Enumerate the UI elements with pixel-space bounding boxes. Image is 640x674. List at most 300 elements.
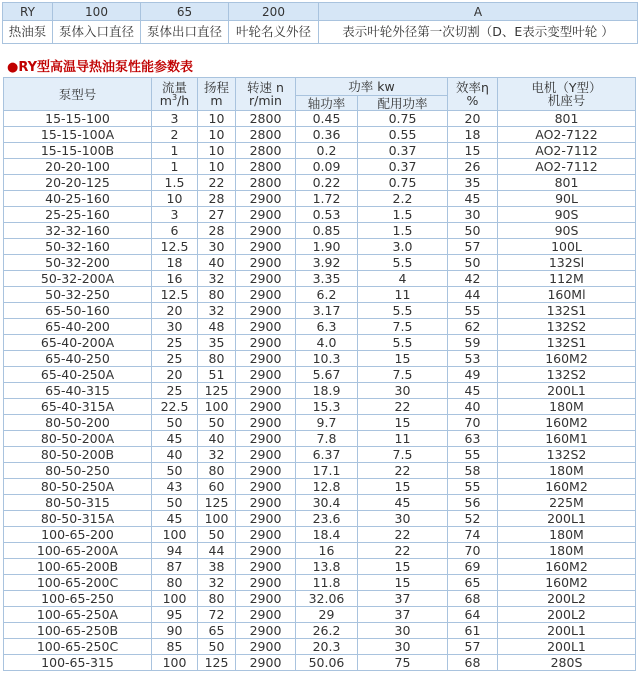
cell-head: 48 [198, 319, 236, 335]
cell-speed: 2900 [236, 319, 296, 335]
cell-efficiency: 30 [448, 207, 498, 223]
cell-model: 80-50-200 [4, 415, 152, 431]
meaning-outlet: 泵体出口直径 [141, 21, 229, 44]
cell-shaft-power: 1.90 [296, 239, 358, 255]
cell-shaft-power: 6.37 [296, 447, 358, 463]
cell-head: 40 [198, 255, 236, 271]
cell-speed: 2800 [236, 159, 296, 175]
cell-shaft-power: 29 [296, 607, 358, 623]
cell-shaft-power: 3.35 [296, 271, 358, 287]
table-row [4, 527, 636, 543]
meaning-impeller: 叶轮名义外径 [229, 21, 319, 44]
cell-flow: 50 [152, 463, 198, 479]
table-row [4, 591, 636, 607]
model-code-table [2, 2, 638, 44]
cell-matched-power: 1.5 [358, 207, 448, 223]
cell-model: 50-32-160 [4, 239, 152, 255]
cell-efficiency: 57 [448, 239, 498, 255]
cell-matched-power: 4 [358, 271, 448, 287]
cell-shaft-power: 7.8 [296, 431, 358, 447]
cell-shaft-power: 0.22 [296, 175, 358, 191]
cell-efficiency: 35 [448, 175, 498, 191]
cell-speed: 2900 [236, 607, 296, 623]
cell-flow: 45 [152, 511, 198, 527]
cell-head: 44 [198, 543, 236, 559]
cell-motor: 160M2 [498, 479, 636, 495]
header-motor: 电机（Y型） 机座号 [498, 78, 636, 111]
cell-head: 38 [198, 559, 236, 575]
cell-flow: 40 [152, 447, 198, 463]
table-row [4, 415, 636, 431]
cell-model: 15-15-100A [4, 127, 152, 143]
cell-motor: AO2-7122 [498, 127, 636, 143]
cell-model: 100-65-315 [4, 655, 152, 671]
cell-model: 100-65-200 [4, 527, 152, 543]
cell-head: 28 [198, 223, 236, 239]
cell-efficiency: 52 [448, 511, 498, 527]
table-row [4, 543, 636, 559]
header-head: 扬程 m [198, 78, 236, 111]
cell-motor: 180M [498, 399, 636, 415]
cell-matched-power: 15 [358, 575, 448, 591]
cell-motor: 180M [498, 463, 636, 479]
cell-motor: 112M [498, 271, 636, 287]
cell-model: 80-50-315A [4, 511, 152, 527]
cell-model: 65-40-250A [4, 367, 152, 383]
cell-motor: 200L1 [498, 639, 636, 655]
cell-efficiency: 55 [448, 447, 498, 463]
cell-shaft-power: 6.2 [296, 287, 358, 303]
cell-head: 32 [198, 271, 236, 287]
cell-matched-power: 5.5 [358, 335, 448, 351]
cell-head: 60 [198, 479, 236, 495]
table-row [4, 607, 636, 623]
cell-shaft-power: 9.7 [296, 415, 358, 431]
model-code-row [3, 3, 638, 21]
cell-shaft-power: 0.09 [296, 159, 358, 175]
cell-efficiency: 68 [448, 591, 498, 607]
cell-head: 125 [198, 655, 236, 671]
header-efficiency: 效率η % [448, 78, 498, 111]
table-row [4, 447, 636, 463]
cell-efficiency: 70 [448, 543, 498, 559]
cell-motor: 801 [498, 175, 636, 191]
table-row [4, 127, 636, 143]
cell-efficiency: 68 [448, 655, 498, 671]
cell-speed: 2900 [236, 495, 296, 511]
cell-efficiency: 18 [448, 127, 498, 143]
header-model: 泵型号 [4, 78, 152, 111]
cell-efficiency: 45 [448, 191, 498, 207]
cell-flow: 50 [152, 495, 198, 511]
cell-matched-power: 22 [358, 463, 448, 479]
cell-speed: 2800 [236, 127, 296, 143]
cell-model: 65-50-160 [4, 303, 152, 319]
cell-motor: 225M [498, 495, 636, 511]
header-flow: 流量 $m^3/h$ [152, 78, 198, 111]
cell-head: 10 [198, 159, 236, 175]
cell-head: 100 [198, 511, 236, 527]
cell-head: 80 [198, 591, 236, 607]
cell-flow: 87 [152, 559, 198, 575]
cell-speed: 2900 [236, 351, 296, 367]
cell-motor: 160M2 [498, 415, 636, 431]
cell-motor: 90L [498, 191, 636, 207]
cell-efficiency: 26 [448, 159, 498, 175]
cell-speed: 2900 [236, 255, 296, 271]
cell-efficiency: 65 [448, 575, 498, 591]
cell-flow: 20 [152, 303, 198, 319]
cell-head: 65 [198, 623, 236, 639]
cell-flow: 22.5 [152, 399, 198, 415]
cell-motor: 160M2 [498, 559, 636, 575]
cell-shaft-power: 30.4 [296, 495, 358, 511]
cell-head: 125 [198, 495, 236, 511]
cell-speed: 2900 [236, 223, 296, 239]
cell-model: 65-40-315A [4, 399, 152, 415]
cell-speed: 2900 [236, 655, 296, 671]
cell-matched-power: 1.5 [358, 223, 448, 239]
cell-model: 100-65-250 [4, 591, 152, 607]
cell-model: 80-50-315 [4, 495, 152, 511]
cell-efficiency: 63 [448, 431, 498, 447]
cell-shaft-power: 3.92 [296, 255, 358, 271]
cell-speed: 2900 [236, 399, 296, 415]
cell-efficiency: 62 [448, 319, 498, 335]
cell-motor: 160M2 [498, 575, 636, 591]
cell-efficiency: 53 [448, 351, 498, 367]
cell-speed: 2900 [236, 511, 296, 527]
cell-head: 80 [198, 463, 236, 479]
cell-speed: 2900 [236, 415, 296, 431]
cell-speed: 2900 [236, 191, 296, 207]
cell-matched-power: 5.5 [358, 303, 448, 319]
cell-head: 32 [198, 303, 236, 319]
cell-speed: 2800 [236, 143, 296, 159]
table-row [4, 399, 636, 415]
cell-matched-power: 30 [358, 383, 448, 399]
cell-speed: 2900 [236, 463, 296, 479]
cell-matched-power: 37 [358, 607, 448, 623]
cell-speed: 2900 [236, 287, 296, 303]
table-row [4, 175, 636, 191]
cell-model: 100-65-200C [4, 575, 152, 591]
cell-speed: 2900 [236, 271, 296, 287]
cell-model: 32-32-160 [4, 223, 152, 239]
cell-flow: 90 [152, 623, 198, 639]
table-row [4, 271, 636, 287]
cell-shaft-power: 26.2 [296, 623, 358, 639]
cell-shaft-power: 18.9 [296, 383, 358, 399]
code-cut: A [319, 3, 638, 21]
cell-flow: 12.5 [152, 239, 198, 255]
table-row [4, 639, 636, 655]
cell-motor: 801 [498, 111, 636, 127]
table-row [4, 207, 636, 223]
cell-speed: 2900 [236, 591, 296, 607]
cell-matched-power: 30 [358, 511, 448, 527]
cell-model: 80-50-250 [4, 463, 152, 479]
cell-matched-power: 15 [358, 559, 448, 575]
cell-efficiency: 40 [448, 399, 498, 415]
cell-model: 40-25-160 [4, 191, 152, 207]
cell-shaft-power: 15.3 [296, 399, 358, 415]
cell-motor: 90S [498, 223, 636, 239]
cell-shaft-power: 0.53 [296, 207, 358, 223]
table-row [4, 223, 636, 239]
cell-motor: 200L1 [498, 511, 636, 527]
cell-speed: 2900 [236, 575, 296, 591]
table-row [4, 383, 636, 399]
cell-model: 80-50-250A [4, 479, 152, 495]
table-row [4, 143, 636, 159]
cell-shaft-power: 32.06 [296, 591, 358, 607]
cell-motor: 132S1 [498, 335, 636, 351]
cell-head: 50 [198, 639, 236, 655]
cell-flow: 1.5 [152, 175, 198, 191]
meaning-inlet: 泵体入口直径 [53, 21, 141, 44]
table-row [4, 479, 636, 495]
model-meaning-row [3, 21, 638, 44]
cell-matched-power: 2.2 [358, 191, 448, 207]
cell-matched-power: 15 [358, 415, 448, 431]
code-series: RY [3, 3, 53, 21]
cell-efficiency: 64 [448, 607, 498, 623]
cell-head: 10 [198, 143, 236, 159]
cell-efficiency: 59 [448, 335, 498, 351]
table-row [4, 335, 636, 351]
cell-model: 15-15-100 [4, 111, 152, 127]
cell-matched-power: 7.5 [358, 319, 448, 335]
cell-speed: 2900 [236, 367, 296, 383]
cell-speed: 2900 [236, 639, 296, 655]
cell-efficiency: 61 [448, 623, 498, 639]
cell-efficiency: 55 [448, 479, 498, 495]
table-row [4, 575, 636, 591]
section-title-text: RY型高温导热油泵性能参数表 [18, 60, 194, 75]
table-row [4, 495, 636, 511]
cell-shaft-power: 5.67 [296, 367, 358, 383]
header-shaft-power: 轴功率 [296, 96, 358, 111]
cell-head: 80 [198, 287, 236, 303]
cell-efficiency: 45 [448, 383, 498, 399]
table-row [4, 287, 636, 303]
cell-head: 125 [198, 383, 236, 399]
cell-flow: 100 [152, 527, 198, 543]
cell-speed: 2900 [236, 207, 296, 223]
cell-head: 80 [198, 351, 236, 367]
table-row [4, 511, 636, 527]
table-row [4, 655, 636, 671]
cell-efficiency: 57 [448, 639, 498, 655]
cell-speed: 2900 [236, 335, 296, 351]
cell-model: 65-40-200A [4, 335, 152, 351]
cell-matched-power: 30 [358, 639, 448, 655]
cell-flow: 80 [152, 575, 198, 591]
cell-matched-power: 15 [358, 351, 448, 367]
code-inlet: 100 [53, 3, 141, 21]
cell-flow: 94 [152, 543, 198, 559]
cell-speed: 2900 [236, 431, 296, 447]
cell-model: 100-65-200B [4, 559, 152, 575]
table-row [4, 239, 636, 255]
cell-shaft-power: 16 [296, 543, 358, 559]
cell-motor: 160Ml [498, 287, 636, 303]
cell-model: 65-40-250 [4, 351, 152, 367]
cell-head: 40 [198, 431, 236, 447]
cell-head: 50 [198, 415, 236, 431]
cell-speed: 2900 [236, 479, 296, 495]
cell-head: 35 [198, 335, 236, 351]
cell-shaft-power: 6.3 [296, 319, 358, 335]
cell-matched-power: 0.55 [358, 127, 448, 143]
cell-flow: 10 [152, 191, 198, 207]
table-row [4, 559, 636, 575]
bullet-icon: ● [7, 60, 19, 75]
cell-matched-power: 0.75 [358, 111, 448, 127]
cell-model: 80-50-200B [4, 447, 152, 463]
cell-shaft-power: 11.8 [296, 575, 358, 591]
cell-motor: 160M1 [498, 431, 636, 447]
table-row [4, 255, 636, 271]
section-title [7, 60, 193, 75]
cell-head: 22 [198, 175, 236, 191]
cell-shaft-power: 1.72 [296, 191, 358, 207]
cell-shaft-power: 12.8 [296, 479, 358, 495]
cell-flow: 1 [152, 159, 198, 175]
cell-shaft-power: 0.85 [296, 223, 358, 239]
table-row [4, 351, 636, 367]
cell-head: 30 [198, 239, 236, 255]
cell-head: 100 [198, 399, 236, 415]
cell-matched-power: 30 [358, 623, 448, 639]
cell-flow: 30 [152, 319, 198, 335]
cell-shaft-power: 20.3 [296, 639, 358, 655]
cell-matched-power: 0.37 [358, 143, 448, 159]
cell-motor: 180M [498, 527, 636, 543]
cell-speed: 2900 [236, 623, 296, 639]
cell-matched-power: 22 [358, 527, 448, 543]
cell-efficiency: 70 [448, 415, 498, 431]
table-row [4, 159, 636, 175]
cell-speed: 2900 [236, 543, 296, 559]
table-row [4, 463, 636, 479]
cell-flow: 2 [152, 127, 198, 143]
cell-efficiency: 42 [448, 271, 498, 287]
cell-model: 100-65-250B [4, 623, 152, 639]
cell-motor: 132S2 [498, 319, 636, 335]
cell-model: 65-40-315 [4, 383, 152, 399]
cell-head: 50 [198, 527, 236, 543]
cell-motor: 132S2 [498, 367, 636, 383]
cell-motor: AO2-7112 [498, 159, 636, 175]
header-power-group: 功率 kw [296, 78, 448, 96]
cell-model: 25-25-160 [4, 207, 152, 223]
cell-model: 65-40-200 [4, 319, 152, 335]
cell-shaft-power: 18.4 [296, 527, 358, 543]
cell-efficiency: 69 [448, 559, 498, 575]
cell-flow: 25 [152, 351, 198, 367]
cell-model: 100-65-250C [4, 639, 152, 655]
cell-head: 10 [198, 127, 236, 143]
cell-shaft-power: 23.6 [296, 511, 358, 527]
cell-shaft-power: 13.8 [296, 559, 358, 575]
cell-efficiency: 56 [448, 495, 498, 511]
cell-flow: 50 [152, 415, 198, 431]
cell-speed: 2900 [236, 559, 296, 575]
cell-shaft-power: 17.1 [296, 463, 358, 479]
cell-motor: 90S [498, 207, 636, 223]
cell-efficiency: 55 [448, 303, 498, 319]
code-impeller: 200 [229, 3, 319, 21]
cell-motor: 132S2 [498, 447, 636, 463]
cell-speed: 2800 [236, 111, 296, 127]
cell-model: 80-50-200A [4, 431, 152, 447]
cell-motor: AO2-7112 [498, 143, 636, 159]
cell-model: 20-20-100 [4, 159, 152, 175]
cell-flow: 100 [152, 655, 198, 671]
cell-matched-power: 37 [358, 591, 448, 607]
cell-head: 51 [198, 367, 236, 383]
header-speed: 转速 n r/min [236, 78, 296, 111]
cell-efficiency: 49 [448, 367, 498, 383]
cell-motor: 200L2 [498, 591, 636, 607]
cell-efficiency: 74 [448, 527, 498, 543]
cell-efficiency: 58 [448, 463, 498, 479]
cell-matched-power: 5.5 [358, 255, 448, 271]
cell-model: 50-32-250 [4, 287, 152, 303]
table-row [4, 191, 636, 207]
cell-flow: 3 [152, 207, 198, 223]
cell-efficiency: 20 [448, 111, 498, 127]
cell-flow: 20 [152, 367, 198, 383]
cell-speed: 2900 [236, 303, 296, 319]
cell-model: 100-65-250A [4, 607, 152, 623]
cell-matched-power: 3.0 [358, 239, 448, 255]
cell-motor: 132Sl [498, 255, 636, 271]
cell-flow: 16 [152, 271, 198, 287]
cell-motor: 200L1 [498, 383, 636, 399]
cell-matched-power: 75 [358, 655, 448, 671]
cell-motor: 280S [498, 655, 636, 671]
cell-motor: 132S1 [498, 303, 636, 319]
cell-efficiency: 50 [448, 255, 498, 271]
cell-matched-power: 15 [358, 479, 448, 495]
table-row [4, 303, 636, 319]
cell-flow: 25 [152, 383, 198, 399]
table-row [4, 431, 636, 447]
cell-head: 10 [198, 111, 236, 127]
cell-model: 100-65-200A [4, 543, 152, 559]
table-row [4, 111, 636, 127]
cell-flow: 18 [152, 255, 198, 271]
cell-matched-power: 22 [358, 543, 448, 559]
cell-model: 15-15-100B [4, 143, 152, 159]
cell-shaft-power: 50.06 [296, 655, 358, 671]
cell-speed: 2900 [236, 527, 296, 543]
cell-shaft-power: 3.17 [296, 303, 358, 319]
cell-efficiency: 15 [448, 143, 498, 159]
cell-matched-power: 45 [358, 495, 448, 511]
code-outlet: 65 [141, 3, 229, 21]
table-row [4, 319, 636, 335]
cell-flow: 95 [152, 607, 198, 623]
cell-shaft-power: 0.36 [296, 127, 358, 143]
meaning-series: 热油泵 [3, 21, 53, 44]
table-row [4, 367, 636, 383]
cell-flow: 6 [152, 223, 198, 239]
cell-speed: 2800 [236, 175, 296, 191]
